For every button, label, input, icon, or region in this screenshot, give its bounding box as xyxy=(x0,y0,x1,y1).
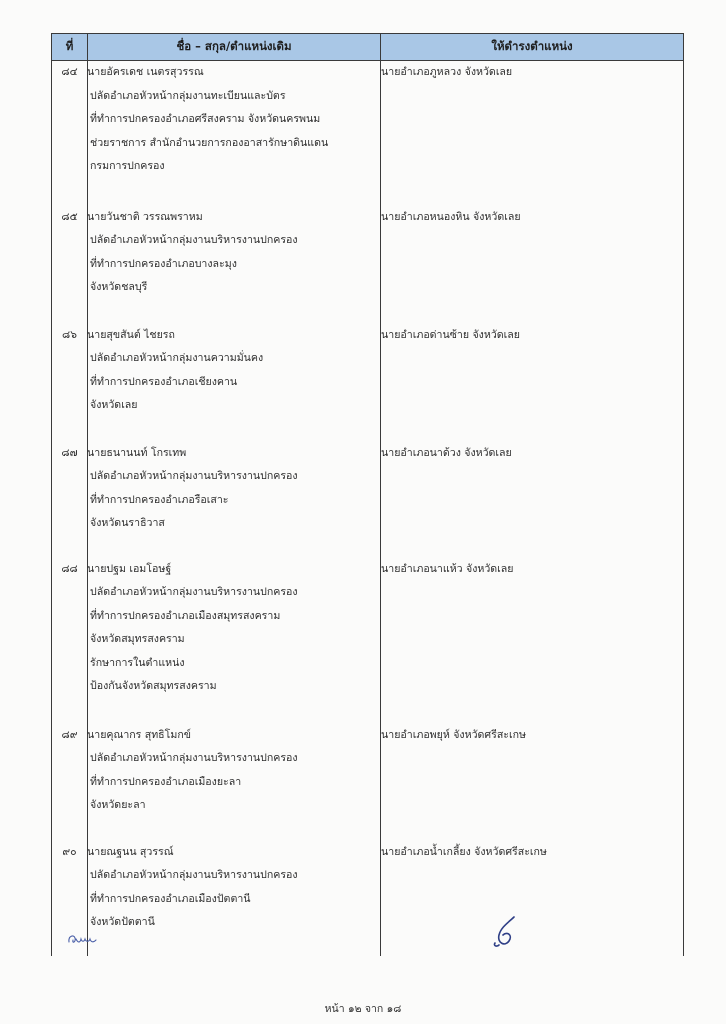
table-row xyxy=(52,724,684,841)
previous-position-line: ที่ทำการปกครองอำเภอรือเสาะ xyxy=(90,493,229,506)
name-cell xyxy=(88,206,381,324)
person-name: นายปฐม เอมโอษฐ์ xyxy=(87,562,172,575)
header-no: ที่ xyxy=(52,34,88,61)
new-position: นายอำเภอน้ำเกลี้ยง จังหวัดศรีสะเกษ xyxy=(381,841,684,956)
previous-position-line: ที่ทำการปกครองอำเภอเมืองสมุทรสงคราม xyxy=(90,609,281,622)
person-name: นายวันชาติ วรรณพราหม xyxy=(87,210,203,223)
appointment-table xyxy=(51,33,684,956)
table-header-row xyxy=(52,34,684,61)
name-cell xyxy=(88,558,381,724)
new-position: นายอำเภอพยุห์ จังหวัดศรีสะเกษ xyxy=(381,724,684,841)
row-number: ๙๐ xyxy=(52,841,88,956)
previous-position-line: รักษาการในตำแหน่ง xyxy=(90,656,185,669)
previous-position-line: จังหวัดสมุทรสงคราม xyxy=(90,633,185,645)
person-name: นายคุณากร สุทธิโมกข์ xyxy=(87,728,191,741)
row-number: ๘๕ xyxy=(52,206,88,324)
name-cell xyxy=(88,61,381,206)
row-number: ๘๖ xyxy=(52,324,88,442)
table-row xyxy=(52,558,684,724)
new-position: นายอำเภอภูหลวง จังหวัดเลย xyxy=(381,61,684,206)
person-name: นายธนานนท์ โกรเทพ xyxy=(87,446,187,459)
row-number: ๘๘ xyxy=(52,558,88,724)
table-row xyxy=(52,61,684,206)
row-number: ๘๔ xyxy=(52,61,88,206)
name-cell xyxy=(88,724,381,841)
handwritten-initial-left xyxy=(66,930,98,948)
previous-position-line: ที่ทำการปกครองอำเภอเชียงคาน xyxy=(90,375,238,388)
table-row xyxy=(52,206,684,324)
previous-position-line: จังหวัดเลย xyxy=(90,399,138,411)
header-name: ชื่อ – สกุล/ตำแหน่งเดิม xyxy=(88,34,381,61)
person-name: นายสุขสันต์ ไชยรถ xyxy=(87,328,175,341)
previous-position-line: ปลัดอำเภอหัวหน้ากลุ่มงานบริหารงานปกครอง xyxy=(90,752,298,764)
previous-position-line: ป้องกันจังหวัดสมุทรสงคราม xyxy=(90,680,217,692)
new-position: นายอำเภอด่านซ้าย จังหวัดเลย xyxy=(381,324,684,442)
name-cell xyxy=(88,324,381,442)
previous-position-line: ปลัดอำเภอหัวหน้ากลุ่มงานบริหารงานปกครอง xyxy=(90,869,298,881)
new-position: นายอำเภอนาด้วง จังหวัดเลย xyxy=(381,442,684,558)
previous-position-line: จังหวัดนราธิวาส xyxy=(90,517,165,529)
name-cell xyxy=(88,841,381,956)
new-position: นายอำเภอนาแห้ว จังหวัดเลย xyxy=(381,558,684,724)
previous-position-line: จังหวัดชลบุรี xyxy=(90,281,148,293)
previous-position-line: ช่วยราชการ สำนักอำนวยการกองอาสารักษาดินแดน xyxy=(90,136,329,149)
handwritten-initial-right xyxy=(487,913,523,951)
previous-position-line: ปลัดอำเภอหัวหน้ากลุ่มงานทะเบียนและบัตร xyxy=(90,89,286,102)
previous-position-line: ที่ทำการปกครองอำเภอเมืองยะลา xyxy=(90,775,242,788)
previous-position-line: ปลัดอำเภอหัวหน้ากลุ่มงานบริหารงานปกครอง xyxy=(90,586,298,598)
previous-position-line: ปลัดอำเภอหัวหน้ากลุ่มงานบริหารงานปกครอง xyxy=(90,470,298,482)
table-row xyxy=(52,324,684,442)
previous-position-line: ที่ทำการปกครองอำเภอศรีสงคราม จังหวัดนครพนม xyxy=(90,113,321,125)
table-row xyxy=(52,442,684,558)
previous-position-line: ที่ทำการปกครองอำเภอเมืองปัตตานี xyxy=(90,892,251,905)
table-row xyxy=(52,841,684,956)
page-number-footer: หน้า ๑๒ จาก ๑๘ xyxy=(324,1003,402,1015)
new-position: นายอำเภอหนองหิน จังหวัดเลย xyxy=(381,206,684,324)
previous-position-line: ปลัดอำเภอหัวหน้ากลุ่มงานบริหารงานปกครอง xyxy=(90,234,298,246)
row-number: ๘๗ xyxy=(52,442,88,558)
previous-position-line: ปลัดอำเภอหัวหน้ากลุ่มงานความมั่นคง xyxy=(90,352,264,364)
previous-position-line: จังหวัดปัตตานี xyxy=(90,916,155,928)
row-number: ๘๙ xyxy=(52,724,88,841)
name-cell xyxy=(88,442,381,558)
previous-position-line: ที่ทำการปกครองอำเภอบางละมุง xyxy=(90,257,237,270)
person-name: นายณฐนน สุวรรณ์ xyxy=(87,845,174,858)
header-position: ให้ดำรงตำแหน่ง xyxy=(381,34,684,61)
previous-position-line: จังหวัดยะลา xyxy=(90,799,146,811)
previous-position-line: กรมการปกครอง xyxy=(90,160,165,172)
person-name: นายอัครเดช เนตรสุวรรณ xyxy=(87,66,204,78)
